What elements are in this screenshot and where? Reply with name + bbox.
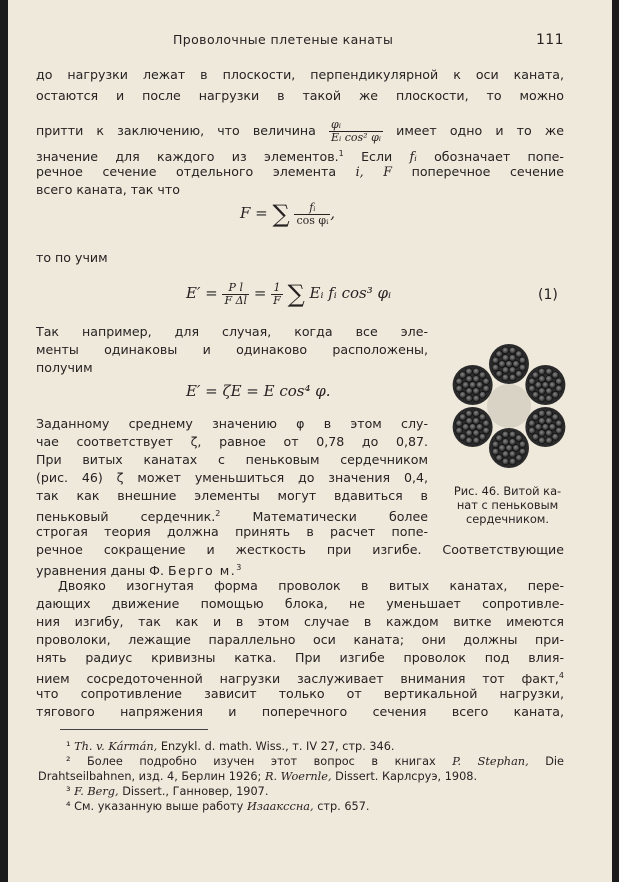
wire <box>506 445 513 452</box>
wire <box>502 347 509 354</box>
wire <box>519 357 526 364</box>
wire <box>538 437 545 444</box>
wire <box>479 372 486 379</box>
wire <box>459 414 466 421</box>
wire <box>502 355 509 362</box>
wire <box>542 424 549 431</box>
wire <box>519 364 526 371</box>
rope-strand <box>525 365 565 405</box>
wire <box>502 374 509 381</box>
wire <box>538 376 545 383</box>
wire <box>509 367 516 374</box>
text-line: значение для каждого из элементов.$^1$ Если fᵢ обозначает попе- <box>36 149 564 165</box>
wire <box>545 388 552 395</box>
wire <box>545 376 552 383</box>
wire <box>516 454 523 461</box>
formula-E: E′ = $\frac{\text{P l}}{\text{F Δl}}$ = $\frac{1}{F}$ ∑ Eᵢ fᵢ cos³ φᵢ <box>186 280 392 308</box>
text-line: остаются и после нагрузки в такой же плоскости, то можно <box>36 88 564 103</box>
footnote-ref: 4 <box>558 671 564 680</box>
wire <box>473 410 480 417</box>
wire <box>509 355 516 362</box>
wire <box>479 414 486 421</box>
wire <box>502 431 509 438</box>
wire <box>549 382 556 389</box>
wire <box>532 414 539 421</box>
text-line: Заданному среднему значению φ в этом слу- <box>36 416 428 431</box>
wire <box>528 427 535 434</box>
wire <box>556 385 563 392</box>
wire <box>519 448 526 455</box>
wire <box>473 376 480 383</box>
wire <box>532 434 539 441</box>
wire <box>509 374 516 381</box>
wire <box>466 388 473 395</box>
wire <box>555 378 562 385</box>
fraction: $\frac{\text{φᵢ}}{\text{Eᵢ cos² φᵢ}}$ <box>331 118 381 144</box>
rope-strand <box>525 407 565 447</box>
wire <box>483 385 490 392</box>
book-page <box>8 0 612 882</box>
wire <box>528 385 535 392</box>
footnote-4: ⁴ См. указанную выше работу Изаакссна, стр. 657. <box>66 800 370 813</box>
wire <box>516 370 523 377</box>
wire <box>532 392 539 399</box>
formula-E-prime: E′ = ζE = E cos⁴ φ. <box>186 382 331 400</box>
wire <box>466 376 473 383</box>
formula-F: F = ∑ $\frac{\text{fᵢ}}{\text{cos φᵢ}}$ , <box>240 200 336 228</box>
wire <box>469 424 476 431</box>
wire <box>492 448 499 455</box>
wire <box>509 347 516 354</box>
wire <box>479 391 486 398</box>
wire <box>546 368 553 375</box>
wire <box>509 439 516 446</box>
wire <box>535 382 542 389</box>
wire <box>456 385 463 392</box>
wire <box>546 395 553 402</box>
text-line: нять радиус кривизны катка. При изгибе проволок под влия- <box>36 650 564 665</box>
wire <box>502 458 509 465</box>
text-line: уравнения даны Ф. Берго м.$^3$ <box>36 563 242 579</box>
wire <box>556 427 563 434</box>
wire <box>492 357 499 364</box>
wire <box>506 361 513 368</box>
text-line: Так например, для случая, когда все эле- <box>36 324 428 339</box>
wire <box>538 368 545 375</box>
wire <box>462 424 469 431</box>
footnote-2: ² Более подробно изучен этот вопрос в книгах P. Stephan, Die <box>66 755 564 768</box>
wire <box>456 420 463 427</box>
rope-strand <box>453 407 493 447</box>
wire <box>515 351 522 358</box>
wire <box>492 441 499 448</box>
text-line: чае соответствует ζ, равное от 0,78 до 0,87. <box>36 434 428 449</box>
wire <box>519 441 526 448</box>
wire <box>456 378 463 385</box>
text-line: притти к заключению, что величина $\frac{\text{φᵢ}}{\text{Eᵢ cos² φᵢ}}$ имеет одно и то же <box>36 118 564 144</box>
wire <box>555 420 562 427</box>
wire <box>528 420 535 427</box>
text-line: речное сечение отдельного элемента i, F поперечное сечение <box>36 164 564 179</box>
footnote-rule <box>60 729 208 730</box>
wire <box>549 424 556 431</box>
figure-caption: Рис. 46. Витой ка- нат с пеньковым сердечником. <box>453 484 562 526</box>
wire <box>509 431 516 438</box>
wire <box>466 395 473 402</box>
wire <box>552 372 559 379</box>
text-line: нием сосредоточенной нагрузки заслуживает внимания тот факт,$^4$ <box>36 671 564 687</box>
header-title: Проволочные плетеные канаты <box>173 32 394 47</box>
wire <box>483 420 490 427</box>
wire <box>552 414 559 421</box>
wire <box>538 418 545 425</box>
wire <box>459 392 466 399</box>
wire <box>469 382 476 389</box>
wire <box>538 430 545 437</box>
rope-strand <box>489 344 529 384</box>
rope-strand <box>453 365 493 405</box>
wire <box>473 395 480 402</box>
footnote-2-cont: Drahtseilbahnen, изд. 4, Берлин 1926; R. Woernle, Dissert. Карлсруэ, 1908. <box>38 770 478 783</box>
footnote-ref: 2 <box>215 509 221 518</box>
wire <box>513 445 520 452</box>
wire <box>473 437 480 444</box>
wire <box>496 351 503 358</box>
wire <box>545 430 552 437</box>
text-line: Двояко изогнутая форма проволок в витых канатах, пере- <box>58 578 564 593</box>
wire <box>466 437 473 444</box>
wire <box>462 382 469 389</box>
wire <box>552 391 559 398</box>
wire <box>473 368 480 375</box>
wire <box>473 418 480 425</box>
wire <box>496 455 503 462</box>
wire <box>532 372 539 379</box>
text-line: то по учим <box>36 250 108 265</box>
text-line: При витых канатах с пеньковым сердечником <box>36 452 428 467</box>
wire <box>466 418 473 425</box>
text-line: тягового напряжения и поперечного сечения всего каната, <box>36 704 564 719</box>
wire <box>509 458 516 465</box>
wire <box>473 430 480 437</box>
text-line: менты одинаковы и одинаково расположены, <box>36 342 428 357</box>
wire <box>476 424 483 431</box>
wire <box>499 445 506 452</box>
wire <box>502 451 509 458</box>
wire <box>459 372 466 379</box>
text-line: что сопротивление зависит только от вертикальной нагрузки, <box>36 686 564 701</box>
wire <box>492 364 499 371</box>
wire <box>499 361 506 368</box>
wire <box>466 368 473 375</box>
text-line: дающих движение помощью блока, не уменьшает сопротивле- <box>36 596 564 611</box>
text-line: всего каната, так что <box>36 182 180 197</box>
text-line: пеньковый сердечник.$^2$ Математически более <box>36 509 428 525</box>
footnote-1: ¹ Th. v. Kármán, Enzykl. d. math. Wiss., т. IV 27, стр. 346. <box>66 740 395 753</box>
wire <box>515 435 522 442</box>
wire <box>535 424 542 431</box>
wire <box>513 361 520 368</box>
wire <box>538 395 545 402</box>
wire <box>545 418 552 425</box>
equation-number: (1) <box>538 287 558 303</box>
wire <box>483 427 490 434</box>
text-line: ния изгибу, так как и в этом случае в каждом витке имеются <box>36 614 564 629</box>
wire <box>459 434 466 441</box>
footnote-ref: 1 <box>338 149 344 158</box>
wire <box>538 410 545 417</box>
text-line: получим <box>36 360 93 375</box>
text-line: речное сокращение и жесткость при изгибе. Соответствующие <box>36 542 564 557</box>
wire <box>483 378 490 385</box>
footnote-ref: 3 <box>236 563 242 572</box>
text-line: (рис. 46) ζ может уменьшиться до значения 0,4, <box>36 470 428 485</box>
wire <box>456 427 463 434</box>
wire <box>496 371 503 378</box>
footnote-3: ³ F. Berg, Dissert., Ганновер, 1907. <box>66 785 269 798</box>
text-line: так как внешние элементы могут вдавиться в <box>36 488 428 503</box>
text-line: до нагрузки лежат в плоскости, перпендикулярной к оси каната, <box>36 67 564 82</box>
wire <box>542 382 549 389</box>
rope-cross-section-figure <box>444 326 574 486</box>
wire <box>476 382 483 389</box>
wire <box>546 410 553 417</box>
wire <box>538 388 545 395</box>
hemp-core <box>487 384 531 428</box>
wire <box>479 433 486 440</box>
wire <box>502 439 509 446</box>
rope-strand <box>489 428 529 468</box>
wire <box>466 430 473 437</box>
page-number: 111 <box>536 32 564 48</box>
wire <box>502 367 509 374</box>
wire <box>473 388 480 395</box>
text-line: проволоки, лежащие параллельно оси каната; они должны при- <box>36 632 564 647</box>
wire <box>509 451 516 458</box>
wire <box>466 410 473 417</box>
wire <box>552 433 559 440</box>
wire <box>496 435 503 442</box>
wire <box>528 378 535 385</box>
text-line: строгая теория должна принять в расчет попе- <box>36 524 428 539</box>
wire <box>546 437 553 444</box>
